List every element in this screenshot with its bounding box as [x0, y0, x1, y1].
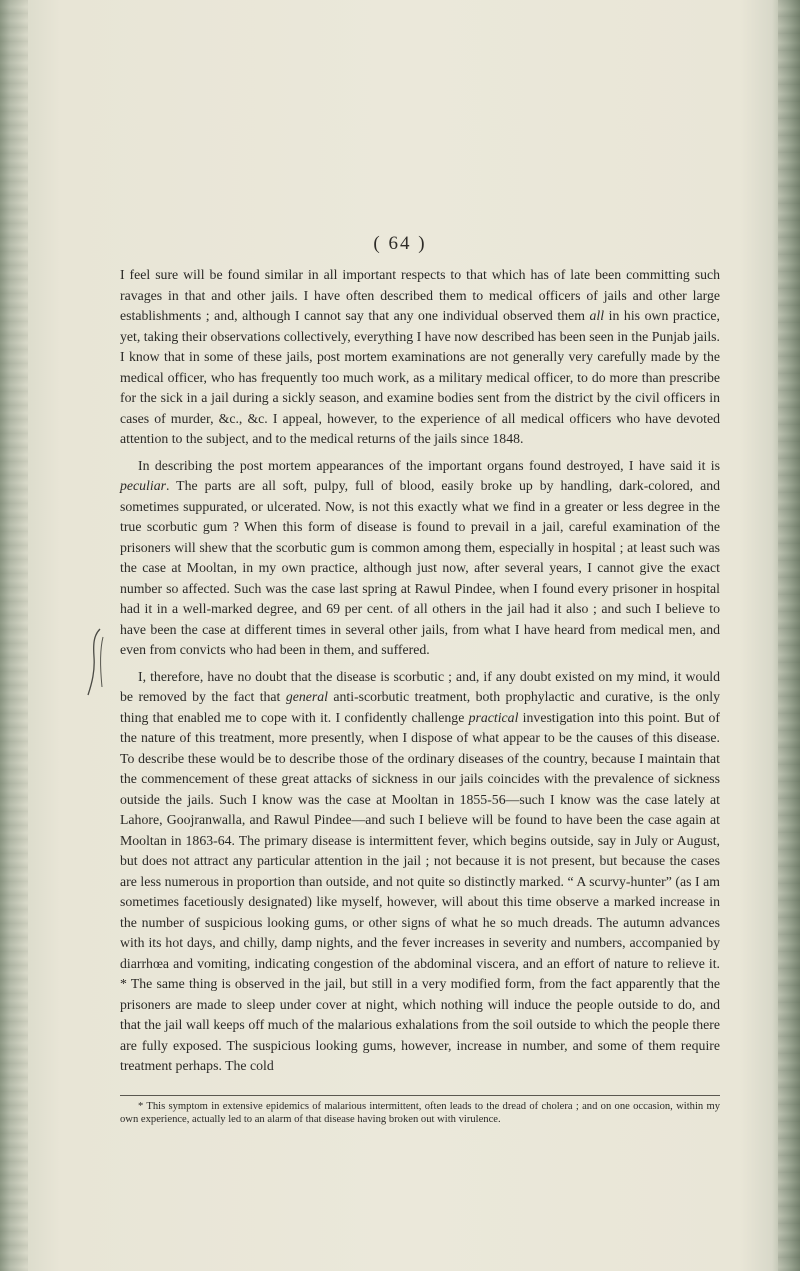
footnote-rule	[120, 1095, 720, 1096]
page-binding-edge	[0, 0, 28, 1271]
text-segment: . The parts are all soft, pulpy, full of blood, easily broke up by handling, dark-colored, and sometimes suppurated, or ulcerated. Now, is not this exactly what we find in a greater or less degree in the true scorbutic gum ? When this form of disease is found to prevail in a jail, careful examination of the prisoners will shew that the scorbutic gum is common among them, especially in hospital ; at least such was the case at Mooltan, in my own practice, although just now, after several years, I cannot give the exact number so affected. Such was the case last spring at Rawul Pindee, when I found every prisoner in hospital had it in a well-marked degree, and 69 per cent. of all others in the jail had it also ; and such I believe to have been the case at different times in several other jails, from what I have heard from medical men, and even from convicts who had been in them, and suffered.	[120, 478, 720, 657]
italic-text: general	[285, 689, 328, 704]
text-segment: in his own practice, yet, taking their observations collectively, everything I have now described has been seen in the Punjab jails. I know that in some of these jails, post mortem examinations are not generally very carefully made by the medical officer, who has frequently too much work, as a military medical officer, to do more than prescribe for the sick in a jail during a sickly season, and examine bodies sent from the district by the civil officers in cases of murder, &c., &c. I appeal, however, to the experience of all medical officers who have devoted attention to the subject, and to the medical returns of the jails since 1848.	[120, 308, 720, 446]
text-segment: I, therefore, have no doubt that the disease is scorbutic ; and, if any doubt existed on my mind, it would be removed by the fact that	[120, 668, 720, 704]
text-segment: investigation into this point. But of the nature of this treatment, more presently, when I dispose of what appear to be the causes of this disease. To describe these would be to describe those of the ordinary diseases of the country, because I maintain that the commencement of these great attacks of sickness in our jails coincides with the prevalence of sickness outside the jails. Such I know was the case at Mooltan in 1855-56—such I know was the case lately at Lahore, Goojranwalla, and Rawul Pindee—and such I believe will be found to have been the case again at Mooltan in 1863-64. The primary disease is intermittent fever, which begins outside, say in July or August, but does not attract any particular attention in the jail ; not because it is not present, but because the cases are less numerous in proportion than outside, and not quite so distinctly marked. “ A scurvy-hunter” (as I am sometimes facetiously designated) like myself, however, will about this time observe a marked increase in the number of suspicious looking gums, or other signs of what he so much dreads. The autumn advances with its hot days, and chilly, damp nights, and the fever increases in severity and numbers, accompanied by diarrhœa and vomiting, indicating congestion of the abdominal viscera, and an effort of nature to relieve it. * The same thing is observed in the jail, but still in a very modified form, from the fact apparently that the prisoners are made to sleep under cover at night, which nothing will induce the people outside to do, and that the jail wall keeps off much of the malarious exhalations from the soil outside to which the people there are fully exposed. The suspicious looking gums, however, increase in number, and some of them require treatment perhaps. The cold	[120, 709, 720, 1073]
text-segment: anti-scorbutic treatment, both prophylactic and curative, is the only thing that enabled me to cope with it. I confidently challenge	[120, 689, 720, 725]
margin-pencil-bracket	[86, 627, 104, 697]
paragraph	[120, 456, 720, 661]
page-outer-edge	[778, 0, 800, 1271]
body-text	[120, 265, 720, 1077]
italic-text: all	[589, 308, 605, 323]
paragraph	[120, 667, 720, 1077]
italic-text: peculiar	[120, 478, 166, 493]
text-segment: I feel sure will be found similar in all important respects to that which has of late been committing such ravages in that and other jails. I have often described them to medical officers of jails and other large establishments ; and, although I cannot say that any one individual observed them	[120, 267, 720, 323]
text-segment: In describing the post mortem appearances of the important organs found destroyed, I have said it is	[138, 457, 720, 473]
page-number: ( 64 )	[373, 233, 427, 254]
italic-text: practical	[468, 709, 519, 725]
footnote: * This symptom in extensive epidemics of malarious intermittent, often leads to the dread of cholera ; and on one occasion, within my own experience, actually led to an alarm of that disease having broken out with virulence.	[120, 1101, 720, 1125]
paragraph	[120, 265, 720, 450]
